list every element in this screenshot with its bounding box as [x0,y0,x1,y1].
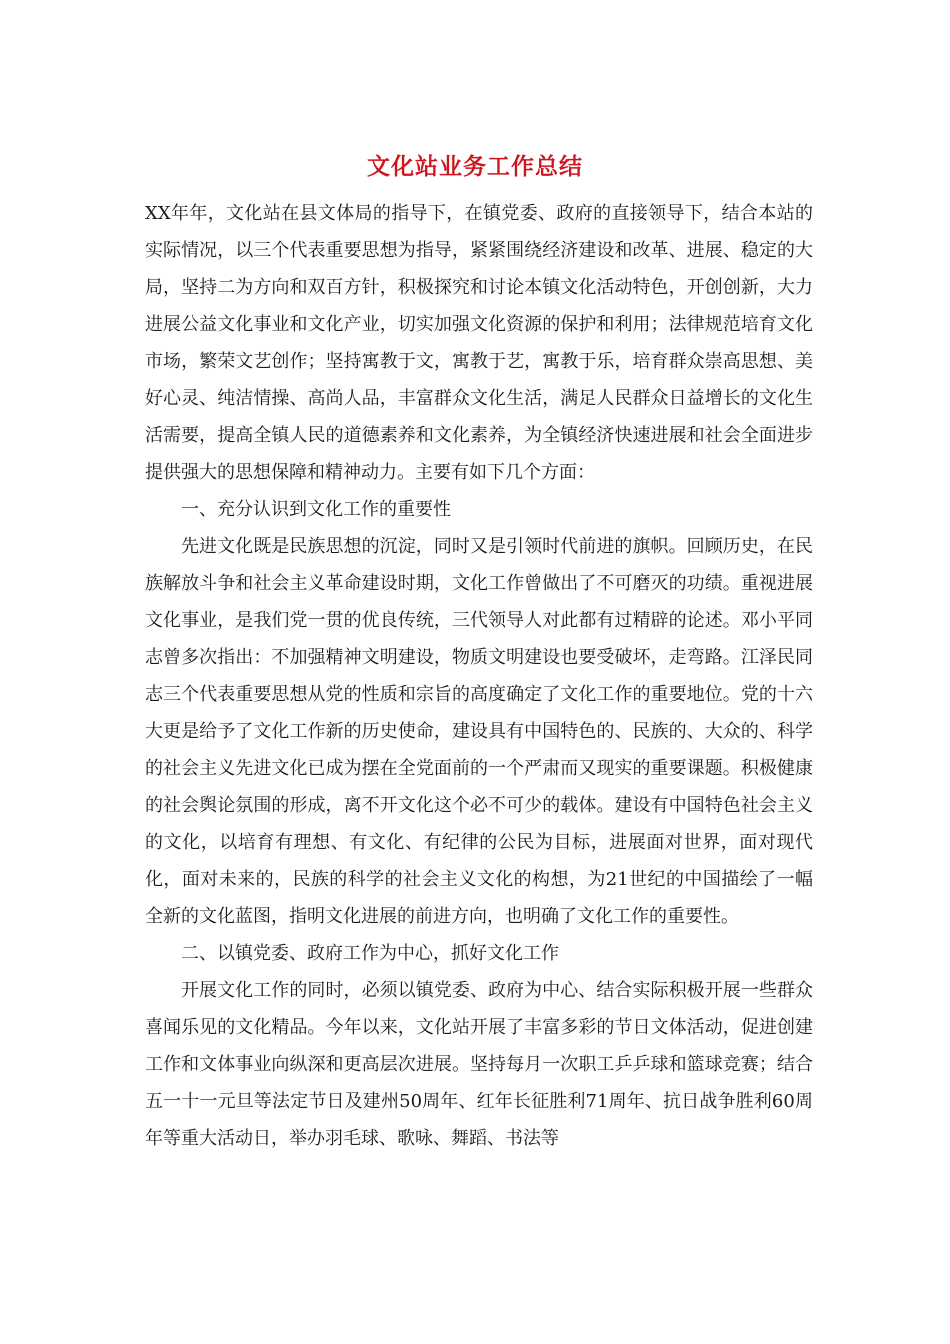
section-heading-2: 二、以镇党委、政府工作为中心，抓好文化工作 [181,943,559,964]
paragraph-intro: XX年年，文化站在县文体局的指导下，在镇党委、政府的直接领导下，结合本站的实际情况，以三个代表重要思想为指导，紧紧围绕经济建设和改革、进展、稳定的大局，坚持二为方向和双百方针，积极探究和讨论本镇文化活动特色，开创创新，大力进展公益文化事业和文化产业，切实加强文化资源的保护和利用；法律规范培育文化市场，繁荣文艺创作；坚持寓教于文，寓教于艺，寓教于乐，培育群众崇高思想、美好心灵、纯洁情操、高尚人品，丰富群众文化生活，满足人民群众日益增长的文化生活需要，提高全镇人民的道德素养和文化素养，为全镇经济快速进展和社会全面进步提供强大的思想保障和精神动力。主要有如下几个方面： [145,203,813,483]
document-title: 文化站业务工作总结 [367,153,583,180]
document-body [145,195,813,1157]
section-heading-1: 一、充分认识到文化工作的重要性 [181,499,451,520]
paragraph-section-1: 先进文化既是民族思想的沉淀，同时又是引领时代前进的旗帜。回顾历史，在民族解放斗争和社会主义革命建设时期，文化工作曾做出了不可磨灭的功绩。重视进展文化事业，是我们党一贯的优良传统，三代领导人对此都有过精辟的论述。邓小平同志曾多次指出：不加强精神文明建设，物质文明建设也要受破坏，走弯路。江泽民同志三个代表重要思想从党的性质和宗旨的高度确定了文化工作的重要地位。党的十六大更是给予了文化工作新的历史使命，建设具有中国特色的、民族的、大众的、科学的社会主义先进文化已成为摆在全党面前的一个严肃而又现实的重要课题。积极健康的社会舆论氛围的形成，离不开文化这个必不可少的载体。建设有中国特色社会主义的文化，以培育有理想、有文化、有纪律的公民为目标，进展面对世界，面对现代化，面对未来的，民族的科学的社会主义文化的构想，为21世纪的中国描绘了一幅全新的文化蓝图，指明文化进展的前进方向，也明确了文化工作的重要性。 [145,536,813,927]
paragraph-section-2: 开展文化工作的同时，必须以镇党委、政府为中心、结合实际积极开展一些群众喜闻乐见的文化精品。今年以来，文化站开展了丰富多彩的节日文体活动，促进创建工作和文体事业向纵深和更高层次进展。坚持每月一次职工乒乒球和篮球竞赛；结合五一十一元旦等法定节日及建州50周年、红年长征胜利71周年、抗日战争胜利60周年等重大活动日，举办羽毛球、歌咏、舞蹈、书法等 [145,980,813,1149]
